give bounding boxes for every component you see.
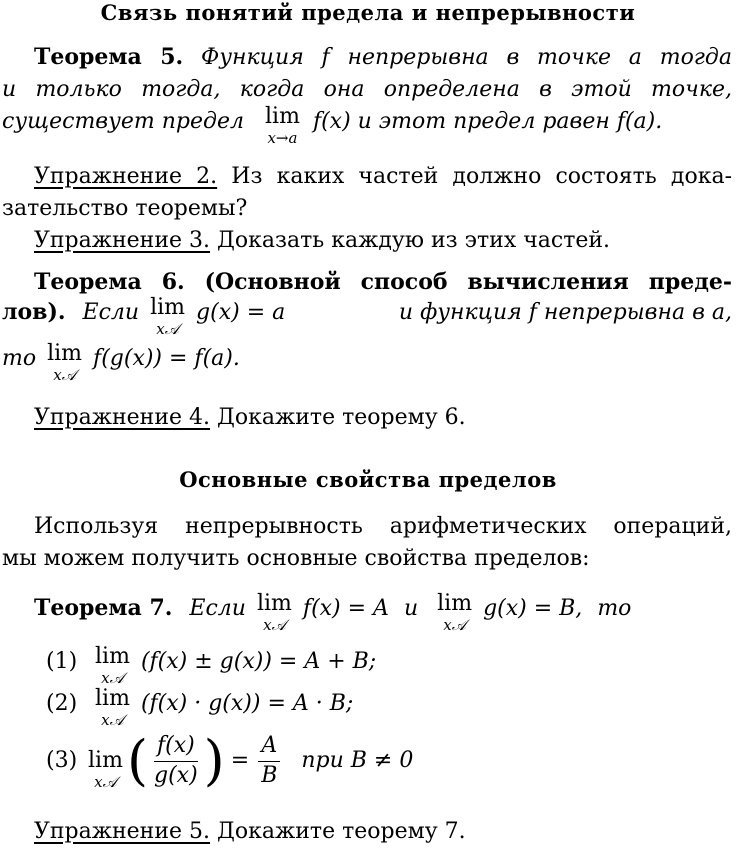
theorem7-and: и: [403, 596, 419, 621]
theorem6-then: то: [2, 346, 37, 371]
lim-word: lim: [265, 104, 300, 129]
exercise5-line: [34, 816, 466, 848]
theorem5-limit-equals: f(x) и этот предел равен f(a).: [312, 109, 663, 134]
quotient-fraction: [151, 734, 201, 787]
theorem5-label: Теорема 5.: [34, 44, 184, 70]
limit-operator: [437, 593, 472, 633]
theorem6-if: Если: [82, 300, 140, 325]
section-title-continuity: Связь понятий предела и непрерывности: [100, 0, 636, 25]
theorem5-line2: и только тогда, когда она определена в этой точке,: [2, 77, 732, 102]
theorem7-item-2: [46, 688, 353, 728]
theorem7-label: Теорема 7.: [34, 595, 173, 621]
exercise2-line2: зательство теоремы?: [2, 196, 248, 221]
theorem7-item-3: [46, 729, 414, 792]
theorem6-line3: [2, 343, 240, 383]
lim-word: lim: [95, 686, 130, 711]
exercise4-label: Упражнение 4.: [34, 405, 211, 430]
theorem6-continuity-cond: и функция f непрерывна в a,: [398, 300, 732, 325]
theorem7-item-1: [46, 646, 376, 686]
theorem7-if: Если: [189, 596, 246, 621]
exercise2-text-1: Из каких частей должно состоять дока-: [231, 164, 732, 189]
fraction-numerator: A: [258, 734, 280, 761]
lim-subscript: x𝒜: [101, 669, 124, 687]
theorem6-label: Теорема 6. (Основной способ вычисления преде-: [34, 269, 732, 295]
exercise4-text: Докажите теорему 6.: [217, 405, 466, 430]
theorem6-composition: f(g(x)) = f(a).: [93, 346, 240, 371]
limit-operator: [95, 646, 130, 686]
left-paren: (: [126, 729, 149, 792]
theorem6-line2: [2, 297, 732, 337]
limit-operator: [47, 343, 82, 383]
theorem6-g-limit: g(x) = a: [196, 300, 286, 325]
result-fraction: [258, 734, 280, 787]
lim-word: lim: [150, 295, 186, 320]
lim-subscript: x𝒜: [53, 366, 76, 384]
fraction-denominator: g(x): [154, 762, 198, 788]
lim-word: lim: [88, 748, 123, 773]
intro-line1: [2, 511, 732, 543]
fraction-numerator: f(x): [154, 734, 198, 761]
lim-subscript: x𝒜: [443, 616, 466, 634]
lim-subscript: x𝒜: [263, 616, 286, 634]
theorem7-then: то: [597, 596, 632, 621]
theorem5-text-1: Функция f непрерывна в точке a тогда: [201, 45, 732, 70]
exercise3-text: Доказать каждую из этих частей.: [217, 228, 611, 253]
theorem5-line3: [2, 106, 662, 146]
fraction-denominator: B: [261, 762, 278, 788]
exercise3-label: Упражнение 3.: [34, 228, 211, 253]
theorem5-exists-text: существует предел: [2, 109, 244, 134]
lim-subscript: x𝒜: [101, 711, 124, 729]
theorem5-line1: [2, 42, 732, 74]
intro-line2: мы можем получить основные свойства пределов:: [2, 546, 590, 571]
lim-word: lim: [95, 644, 130, 669]
lim-subscript: x𝒜: [156, 320, 179, 338]
product-rule-expr: (f(x) · g(x)) = A · B;: [140, 691, 354, 716]
lim-word: lim: [47, 341, 83, 366]
exercise2-label: Упражнение 2.: [34, 164, 218, 189]
lim-subscript: x→a: [267, 129, 298, 147]
limit-operator: [88, 750, 123, 790]
limit-operator: [150, 297, 185, 337]
exercise5-text: Докажите теорему 7.: [217, 819, 466, 844]
theorem6-line1: [2, 267, 732, 299]
lim-word: lim: [437, 591, 473, 616]
limit-operator: [95, 688, 130, 728]
theorem7-f-limit: f(x) = A: [302, 596, 389, 621]
exercise3-line: [34, 225, 610, 257]
right-paren: ): [203, 729, 225, 792]
item-number: (1): [46, 649, 78, 674]
equals-sign: =: [230, 748, 250, 774]
sum-rule-expr: (f(x) ± g(x)) = A + B;: [140, 649, 377, 674]
limit-operator: [265, 106, 300, 146]
lim-word: lim: [256, 591, 292, 616]
exercise5-label: Упражнение 5.: [34, 819, 211, 844]
item-number: (2): [46, 691, 78, 716]
intro-text-1: Используя непрерывность арифметических операций,: [34, 514, 732, 539]
lim-subscript: x𝒜: [94, 773, 117, 791]
item-number: (3): [46, 748, 78, 774]
section-title-limit-properties: Основные свойства пределов: [179, 467, 557, 492]
theorem6-label-cont: лов).: [2, 299, 66, 325]
exercise4-line: [34, 402, 466, 434]
limit-operator: [257, 593, 292, 633]
exercise2-line1: [2, 161, 732, 193]
nonzero-condition: при B ≠ 0: [301, 748, 414, 774]
theorem7-line: [34, 593, 631, 633]
theorem7-g-limit: g(x) = B,: [483, 596, 583, 621]
